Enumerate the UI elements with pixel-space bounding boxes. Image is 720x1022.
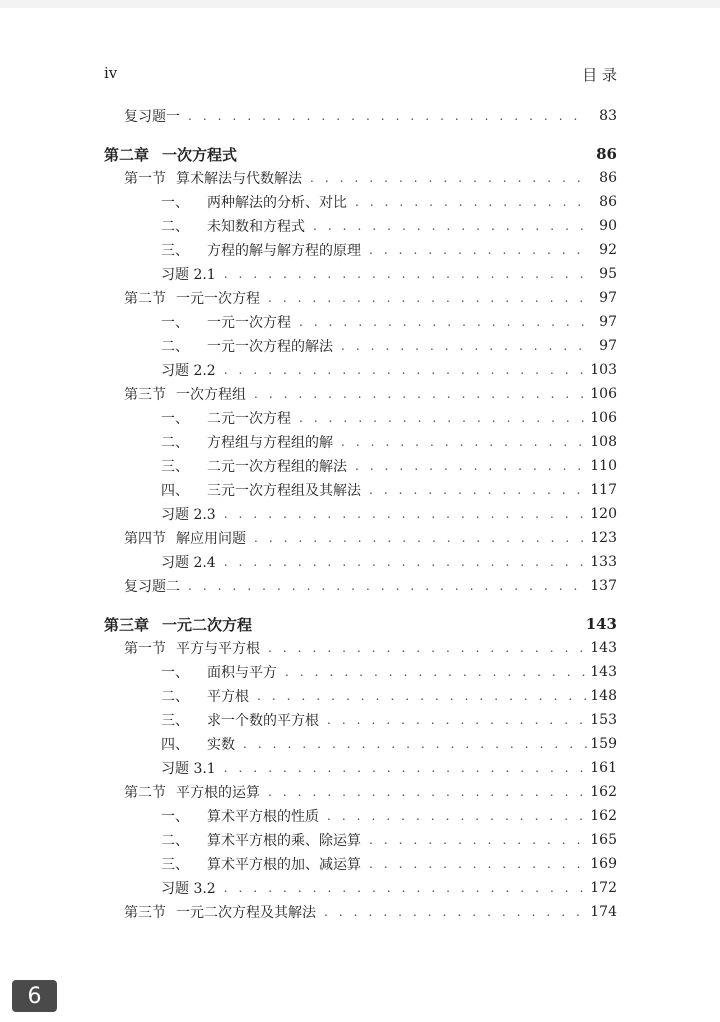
toc-entry-title: 算术平方根的加、减运算	[207, 857, 361, 873]
dot-leader	[365, 852, 589, 876]
toc-entry-title: 一次方程式	[162, 145, 238, 164]
toc-entry-page: 133	[590, 554, 617, 570]
toc-entry-page: 123	[590, 530, 617, 546]
toc-entry-title: 方程的解与解方程的原理	[207, 243, 361, 259]
toc-entry[interactable]	[104, 478, 617, 502]
toc-entry[interactable]	[104, 238, 617, 262]
toc-entry-page: 106	[590, 410, 617, 426]
page-header	[104, 64, 617, 85]
toc-entry-number: 三、	[161, 713, 189, 729]
toc-entry-title: 一次方程组	[176, 387, 246, 403]
toc-entry-title: 二元一次方程	[207, 411, 291, 427]
dot-leader	[184, 574, 589, 598]
toc-entry-number: 二、	[161, 833, 189, 849]
toc-entry[interactable]	[104, 526, 617, 550]
toc-entry-title: 算术平方根的性质	[207, 809, 319, 825]
toc-entry-number: 二、	[161, 339, 189, 355]
toc-entry-number: 二、	[161, 219, 189, 235]
toc-entry[interactable]	[104, 636, 617, 660]
toc-entry-page: 143	[590, 664, 617, 680]
toc-entry[interactable]	[104, 852, 617, 876]
toc-entry-page: 159	[590, 736, 617, 752]
toc-entry[interactable]	[104, 660, 617, 684]
toc-entry[interactable]	[104, 550, 617, 574]
toc-entry-page: 108	[590, 434, 617, 450]
toc-entry-title: 方程组与方程组的解	[207, 435, 333, 451]
toc-entry-page: 161	[590, 760, 617, 776]
toc-entry-page: 162	[590, 808, 617, 824]
toc-entry-page: 143	[590, 640, 617, 656]
toc-entry-number: 一、	[161, 195, 189, 211]
dot-leader	[220, 756, 589, 780]
toc-entry-number: 第三章	[104, 615, 150, 634]
toc-entry-title: 复习题二	[124, 579, 180, 595]
toc-entry-title: 实数	[207, 737, 235, 753]
toc-entry-page: 95	[599, 266, 617, 282]
toc-entry-number: 四、	[161, 737, 189, 753]
dot-leader	[239, 732, 589, 756]
page-number-badge: 6	[12, 980, 57, 1012]
toc-entry-page: 169	[590, 856, 617, 872]
table-of-contents	[104, 104, 617, 924]
toc-entry-page: 137	[590, 578, 617, 594]
toc-entry-page: 97	[599, 290, 617, 306]
toc-entry-title: 习题 2.2	[161, 363, 216, 379]
toc-entry[interactable]	[104, 900, 617, 924]
toc-entry[interactable]	[104, 454, 617, 478]
toc-entry-title: 平方根的运算	[176, 785, 260, 801]
toc-entry[interactable]	[104, 756, 617, 780]
toc-entry-number: 第二节	[124, 291, 166, 307]
toc-entry-page: 86	[599, 170, 617, 186]
toc-entry-title: 三元一次方程组及其解法	[207, 483, 361, 499]
toc-entry[interactable]	[104, 732, 617, 756]
toc-entry-title: 面积与平方	[207, 665, 277, 681]
toc-entry[interactable]	[104, 334, 617, 358]
dot-leader	[365, 478, 589, 502]
toc-entry-page: 90	[599, 218, 617, 234]
toc-entry-title: 一元一次方程	[207, 315, 291, 331]
toc-entry-number: 四、	[161, 483, 189, 499]
toc-entry-page: 110	[590, 458, 617, 474]
toc-entry-title: 复习题一	[124, 109, 180, 125]
dot-leader	[320, 900, 589, 924]
toc-entry-title: 习题 3.2	[161, 881, 216, 897]
dot-leader	[337, 334, 589, 358]
toc-entry-page: 92	[599, 242, 617, 258]
toc-entry-number: 三、	[161, 243, 189, 259]
toc-entry-number: 第三节	[124, 905, 166, 921]
toc-entry-number: 第二节	[124, 785, 166, 801]
toc-entry-page: 97	[599, 338, 617, 354]
toc-entry[interactable]	[104, 828, 617, 852]
dot-leader	[306, 166, 589, 190]
toc-entry-number: 三、	[161, 857, 189, 873]
toc-entry-number: 第二章	[104, 145, 150, 164]
toc-entry-title: 未知数和方程式	[207, 219, 305, 235]
toc-entry-page: 86	[599, 194, 617, 210]
dot-leader	[309, 214, 589, 238]
toc-entry[interactable]	[104, 780, 617, 804]
dot-leader	[250, 526, 589, 550]
dot-leader	[264, 780, 589, 804]
dot-leader	[337, 430, 589, 454]
toc-entry[interactable]	[104, 708, 617, 732]
toc-entry[interactable]	[104, 684, 617, 708]
toc-entry-number: 一、	[161, 665, 189, 681]
dot-leader	[264, 636, 589, 660]
toc-entry-title: 解应用问题	[176, 531, 246, 547]
toc-entry-title: 一元一次方程的解法	[207, 339, 333, 355]
dot-leader	[351, 454, 589, 478]
dot-leader	[264, 286, 589, 310]
toc-entry[interactable]	[104, 214, 617, 238]
toc-entry-number: 三、	[161, 459, 189, 475]
toc-entry-page: 172	[590, 880, 617, 896]
toc-entry[interactable]	[104, 286, 617, 310]
toc-entry-title: 习题 2.4	[161, 555, 216, 571]
toc-entry-title: 二元一次方程组的解法	[207, 459, 347, 475]
toc-entry-page: 117	[590, 482, 617, 498]
toc-entry-page: 162	[590, 784, 617, 800]
toc-entry-page: 120	[590, 506, 617, 522]
toc-entry[interactable]	[104, 382, 617, 406]
toc-entry[interactable]	[104, 430, 617, 454]
dot-leader	[323, 804, 589, 828]
dot-leader	[250, 382, 589, 406]
toc-entry-number: 一、	[161, 315, 189, 331]
toc-entry-number: 第三节	[124, 387, 166, 403]
toc-entry-number: 一、	[161, 809, 189, 825]
toc-entry[interactable]	[104, 804, 617, 828]
toc-entry-title: 平方根	[207, 689, 249, 705]
dot-leader	[220, 502, 589, 526]
toc-entry-title: 求一个数的平方根	[207, 713, 319, 729]
header-title: 目 录	[582, 66, 617, 84]
toc-entry-page: 165	[590, 832, 617, 848]
dot-leader	[220, 876, 589, 900]
toc-entry[interactable]	[104, 142, 617, 166]
toc-entry-title: 一元二次方程	[162, 615, 253, 634]
toc-entry-number: 第四节	[124, 531, 166, 547]
toc-entry-title: 两种解法的分析、对比	[207, 195, 347, 211]
toc-entry-title: 一元二次方程及其解法	[176, 905, 316, 921]
toc-entry[interactable]	[104, 876, 617, 900]
toc-entry-page: 103	[590, 362, 617, 378]
toc-entry-title: 习题 2.3	[161, 507, 216, 523]
toc-entry[interactable]	[104, 166, 617, 190]
dot-leader	[220, 262, 589, 286]
toc-entry-page: 174	[590, 904, 617, 920]
dot-leader	[351, 190, 589, 214]
toc-entry[interactable]	[104, 358, 617, 382]
dot-leader	[184, 104, 589, 128]
toc-entry[interactable]	[104, 502, 617, 526]
toc-entry-number: 第一节	[124, 641, 166, 657]
toc-entry[interactable]	[104, 574, 617, 598]
dot-leader	[365, 238, 589, 262]
toc-entry[interactable]	[104, 406, 617, 430]
toc-entry-page: 143	[585, 615, 617, 633]
toc-entry-number: 第一节	[124, 171, 166, 187]
toc-entry[interactable]	[104, 262, 617, 286]
dot-leader	[323, 708, 589, 732]
dot-leader	[220, 550, 589, 574]
toc-entry-title: 算术平方根的乘、除运算	[207, 833, 361, 849]
toc-entry-page: 97	[599, 314, 617, 330]
toc-entry-page: 153	[590, 712, 617, 728]
top-edge	[0, 0, 720, 8]
toc-entry-title: 算术解法与代数解法	[176, 171, 302, 187]
toc-entry[interactable]	[104, 104, 617, 128]
toc-entry-number: 一、	[161, 411, 189, 427]
toc-entry-page: 148	[590, 688, 617, 704]
toc-entry-page: 106	[590, 386, 617, 402]
toc-entry-page: 83	[599, 108, 617, 124]
page-roman-numeral: iv	[104, 64, 118, 82]
toc-entry-title: 习题 2.1	[161, 267, 216, 283]
dot-leader	[220, 358, 589, 382]
dot-leader	[295, 406, 589, 430]
toc-entry-number: 二、	[161, 435, 189, 451]
toc-entry-title: 一元一次方程	[176, 291, 260, 307]
dot-leader	[295, 310, 589, 334]
toc-entry-title: 平方与平方根	[176, 641, 260, 657]
dot-leader	[365, 828, 589, 852]
dot-leader	[281, 660, 589, 684]
toc-entry[interactable]	[104, 612, 617, 636]
toc-entry[interactable]	[104, 190, 617, 214]
dot-leader	[253, 684, 589, 708]
toc-entry-number: 二、	[161, 689, 189, 705]
toc-entry-title: 习题 3.1	[161, 761, 216, 777]
toc-entry-page: 86	[596, 145, 617, 163]
toc-entry[interactable]	[104, 310, 617, 334]
